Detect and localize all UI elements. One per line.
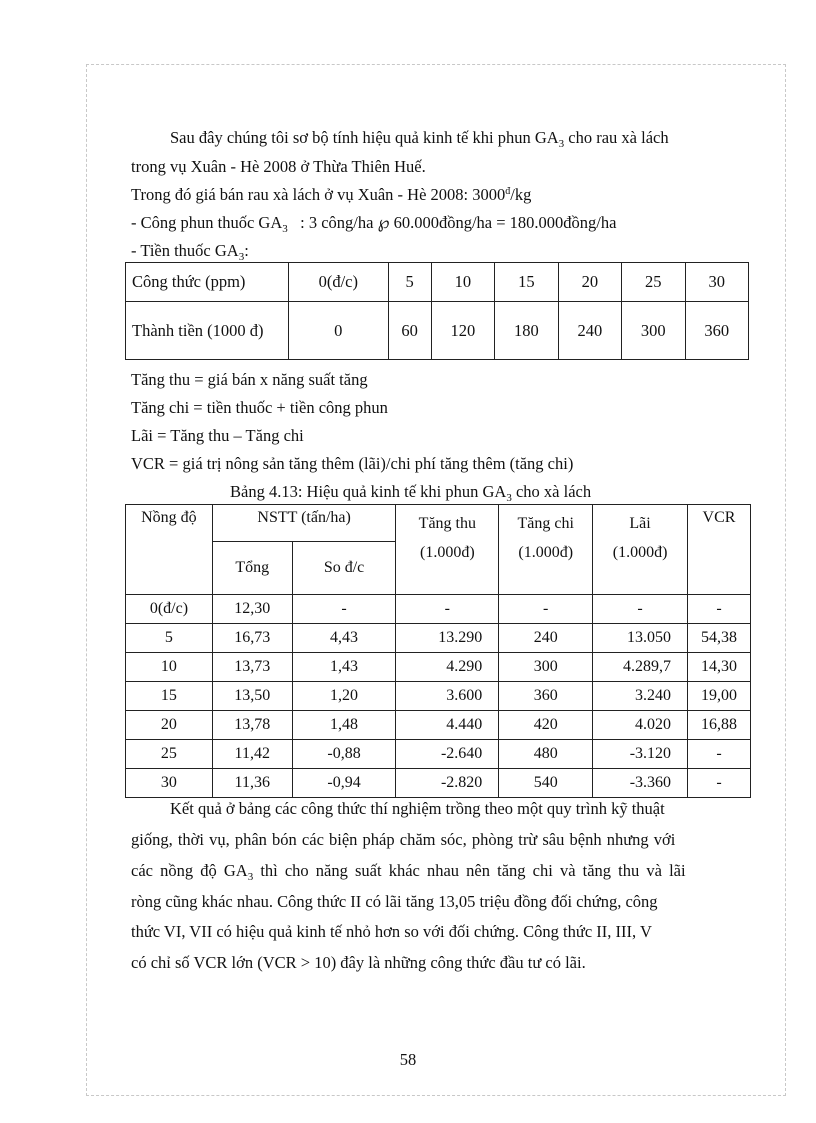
table-cell: 15 bbox=[495, 263, 558, 302]
table-cell: 13.050 bbox=[593, 624, 688, 653]
table-cell: 480 bbox=[499, 740, 593, 769]
table-cell: 10 bbox=[126, 653, 213, 682]
formula-revenue: Tăng thu = giá bán x năng suất tăng bbox=[131, 370, 368, 389]
table-cell: 540 bbox=[499, 769, 593, 798]
table-cell: 15 bbox=[126, 682, 213, 711]
intro-line-3: Trong đó giá bán rau xà lách ở vụ Xuân - Hè 2008: $3000^đ/kg$ bbox=[131, 185, 532, 204]
table-row bbox=[126, 302, 749, 360]
table-cell: 5 bbox=[126, 624, 213, 653]
table-cell: 13,78 bbox=[212, 711, 292, 740]
table-cell: 180 bbox=[495, 302, 558, 360]
intro-line-4: - Công phun thuốc $GA_3$ : 3 công/ha ℘ 60.000đồng/ha = 180.000đồng/ha bbox=[131, 213, 617, 235]
table-cell: 1,20 bbox=[292, 682, 396, 711]
table-cell: 19,00 bbox=[688, 682, 751, 711]
table-cell: - bbox=[593, 595, 688, 624]
table-row bbox=[126, 769, 751, 798]
page-number: 58 bbox=[399, 1050, 417, 1069]
table-cell: 11,42 bbox=[212, 740, 292, 769]
table-cell: 300 bbox=[499, 653, 593, 682]
formula-vcr: VCR = giá trị nông sản tăng thêm (lãi)/chi phí tăng thêm (tăng chi) bbox=[131, 454, 574, 473]
table-cell: 4,43 bbox=[292, 624, 396, 653]
table-cell: 360 bbox=[685, 302, 749, 360]
table-cell: - bbox=[396, 595, 499, 624]
table-cell: 0(đ/c) bbox=[126, 595, 213, 624]
table-cell: 10 bbox=[431, 263, 494, 302]
table-header-row bbox=[126, 505, 751, 542]
conclusion-line-3: các nồng độ $GA_3$ thì cho năng suất khác nhau nên tăng chi và tăng thu và lãi bbox=[131, 861, 686, 883]
table-row bbox=[126, 711, 751, 740]
table-cell: -0,94 bbox=[292, 769, 396, 798]
table-cell: 54,38 bbox=[688, 624, 751, 653]
table-cell: -0,88 bbox=[292, 740, 396, 769]
table-row bbox=[126, 595, 751, 624]
table-cell: 420 bbox=[499, 711, 593, 740]
cost-table bbox=[125, 262, 749, 360]
table-cell: 3.600 bbox=[396, 682, 499, 711]
header-vcr: VCR bbox=[688, 505, 751, 595]
table-cell: 13,73 bbox=[212, 653, 292, 682]
intro-line-2: trong vụ Xuân - Hè 2008 ở Thừa Thiên Huế. bbox=[131, 157, 426, 176]
table-cell: 1,43 bbox=[292, 653, 396, 682]
table-cell: 16,88 bbox=[688, 711, 751, 740]
table-cell: 120 bbox=[431, 302, 494, 360]
table-cell: 25 bbox=[126, 740, 213, 769]
table-cell: 30 bbox=[685, 263, 749, 302]
table-cell: 12,30 bbox=[212, 595, 292, 624]
table-cell: 13,50 bbox=[212, 682, 292, 711]
table-cell: 4.020 bbox=[593, 711, 688, 740]
conclusion-line-4: ròng cũng khác nhau. Công thức II có lãi tăng 13,05 triệu đồng đối chứng, công bbox=[131, 892, 658, 911]
table-cell: Công thức (ppm) bbox=[126, 263, 289, 302]
header-profit: Lãi (1.000đ) bbox=[593, 505, 688, 595]
header-vs-control: So đ/c bbox=[292, 542, 396, 595]
table-cell: 16,73 bbox=[212, 624, 292, 653]
table-cell: - bbox=[688, 595, 751, 624]
table-cell: 13.290 bbox=[396, 624, 499, 653]
wp-symbol-icon: ℘ bbox=[377, 213, 390, 233]
table-cell: - bbox=[688, 740, 751, 769]
table-caption: Bảng 4.13: Hiệu quả kinh tế khi phun $GA_3$ cho xà lách bbox=[230, 482, 592, 504]
table-cell: 3.240 bbox=[593, 682, 688, 711]
header-cost: Tăng chi (1.000đ) bbox=[499, 505, 593, 595]
table-cell: 4.289,7 bbox=[593, 653, 688, 682]
table-row bbox=[126, 653, 751, 682]
conclusion-line-5: thức VI, VII có hiệu quả kinh tế nhỏ hơn so với đối chứng. Công thức II, III, V bbox=[131, 922, 652, 941]
intro-line-1: Sau đây chúng tôi sơ bộ tính hiệu quả kinh tế khi phun $GA_3$ cho rau xà lách bbox=[170, 128, 669, 150]
table-cell: - bbox=[688, 769, 751, 798]
table-cell: -3.360 bbox=[593, 769, 688, 798]
intro-line-5: - Tiền thuốc $GA_3$: bbox=[131, 241, 249, 263]
table-cell: - bbox=[292, 595, 396, 624]
table-cell: 20 bbox=[126, 711, 213, 740]
table-cell: -3.120 bbox=[593, 740, 688, 769]
table-body bbox=[126, 595, 751, 798]
table-cell: 5 bbox=[388, 263, 431, 302]
table-cell: 30 bbox=[126, 769, 213, 798]
table-cell: -2.640 bbox=[396, 740, 499, 769]
table-cell: 11,36 bbox=[212, 769, 292, 798]
table-cell: 1,48 bbox=[292, 711, 396, 740]
table-cell: 360 bbox=[499, 682, 593, 711]
table-cell: 60 bbox=[388, 302, 431, 360]
header-total: Tổng bbox=[212, 542, 292, 595]
table-cell: 14,30 bbox=[688, 653, 751, 682]
table-row bbox=[126, 682, 751, 711]
conclusion-line-2: giống, thời vụ, phân bón các biện pháp chăm sóc, phòng trừ sâu bệnh nhưng với bbox=[131, 830, 676, 849]
formula-cost: Tăng chi = tiền thuốc + tiền công phun bbox=[131, 398, 388, 417]
table-cell: 0(đ/c) bbox=[289, 263, 389, 302]
table-row bbox=[126, 740, 751, 769]
table-cell: Thành tiền (1000 đ) bbox=[126, 302, 289, 360]
table-cell: 0 bbox=[289, 302, 389, 360]
formula-profit: Lãi = Tăng thu – Tăng chi bbox=[131, 426, 304, 445]
table-cell: 4.290 bbox=[396, 653, 499, 682]
table-row bbox=[126, 624, 751, 653]
table-cell: -2.820 bbox=[396, 769, 499, 798]
table-cell: 240 bbox=[499, 624, 593, 653]
header-revenue: Tăng thu (1.000đ) bbox=[396, 505, 499, 595]
table-cell: 240 bbox=[558, 302, 621, 360]
table-cell: 20 bbox=[558, 263, 621, 302]
table-cell: 25 bbox=[622, 263, 685, 302]
economic-efficiency-table bbox=[125, 504, 751, 798]
conclusion-line-6: có chỉ số VCR lớn (VCR > 10) đây là những công thức đầu tư có lãi. bbox=[131, 953, 586, 972]
header-concentration: Nồng độ bbox=[126, 505, 213, 595]
table-cell: - bbox=[499, 595, 593, 624]
table-row bbox=[126, 263, 749, 302]
header-yield: NSTT (tấn/ha) bbox=[212, 505, 396, 542]
table-cell: 300 bbox=[622, 302, 685, 360]
conclusion-line-1: Kết quả ở bảng các công thức thí nghiệm trồng theo một quy trình kỹ thuật bbox=[170, 799, 665, 818]
table-cell: 4.440 bbox=[396, 711, 499, 740]
